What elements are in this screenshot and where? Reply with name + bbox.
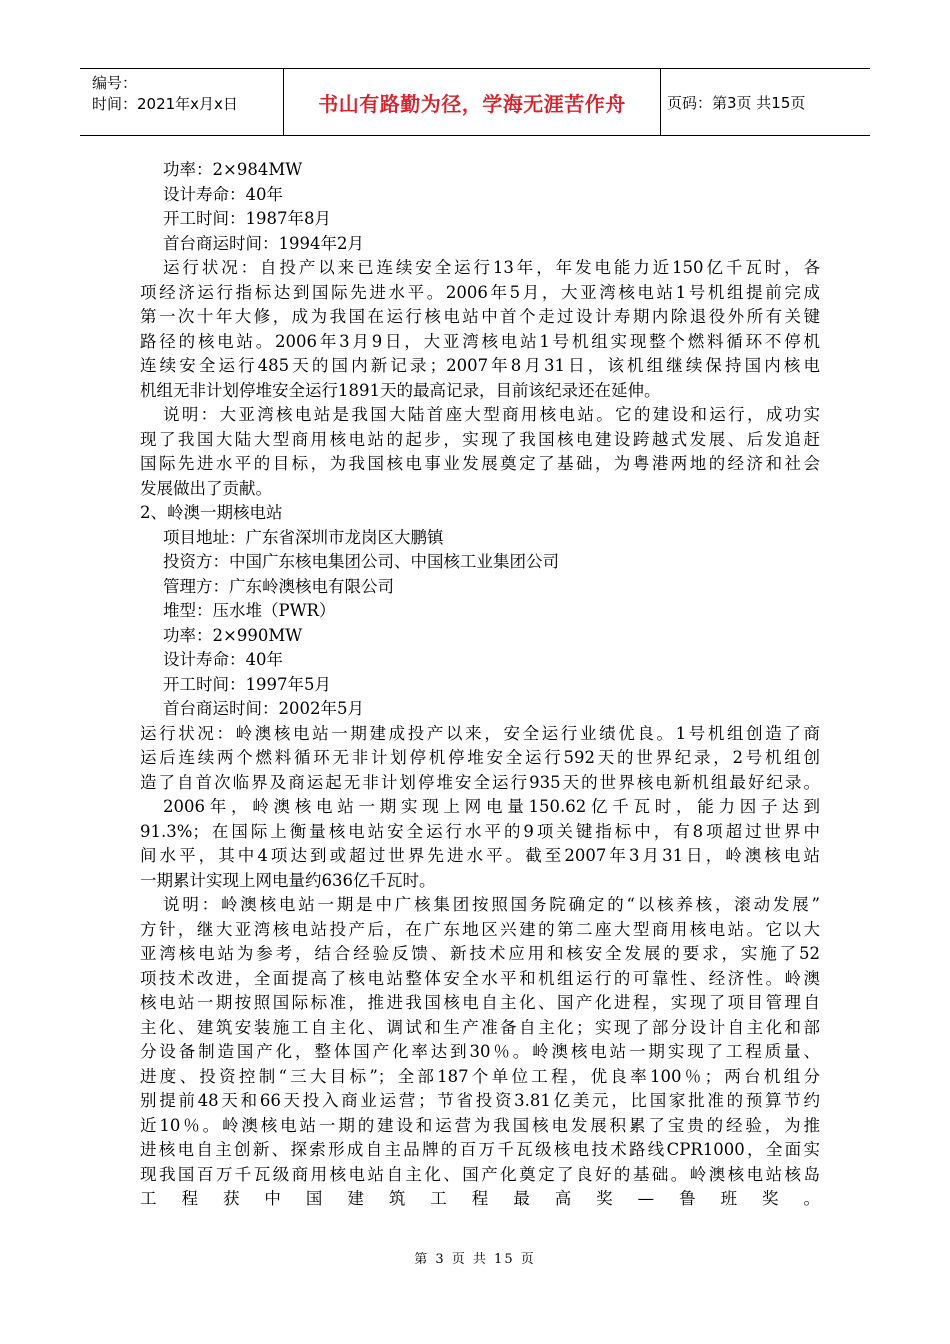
text-line: 路径的核电站。2006年3月9日，大亚湾核电站1号机组实现整个燃料循环不停机 — [140, 331, 820, 351]
text-line: 首台商运时间：2002年5月 — [163, 699, 364, 718]
text-line: 运行状况：自投产以来已连续安全运行13年，年发电能力近150亿千瓦时，各 — [163, 258, 820, 277]
text-line: 运后连续两个燃料循环无非计划停机停堆安全运行592天的世界纪录，2号机组创 — [140, 748, 820, 767]
text-line: 项目地址：广东省深圳市龙岗区大鹏镇 — [163, 527, 444, 547]
text-line: 投资方：中国广东核电集团公司、中国核工业集团公司 — [163, 552, 559, 571]
text-line: 发展做出了贡献。 — [140, 478, 272, 498]
text-line: 功率：2×984MW — [163, 160, 303, 179]
text-line: 说明：大亚湾核电站是我国大陆首座大型商用核电站。它的建设和运行，成功实 — [163, 405, 820, 424]
text-line: 一期累计实现上网电量约636亿千瓦时。 — [140, 870, 436, 890]
text-line: 开工时间：1997年5月 — [163, 674, 331, 694]
text-line: 说明：岭澳核电站一期是中广核集团按照国务院确定的“以核养核，滚动发展” — [163, 895, 820, 914]
text-line: 现我国百万千瓦级商用核电站自主化、国产化奠定了良好的基础。岭澳核电站核岛 — [140, 1164, 820, 1184]
text-line: 连续安全运行485天的国内新记录；2007年8月31日，该机组继续保持国内核电 — [140, 356, 820, 375]
text-line: 2006年，岭澳核电站一期实现上网电量150.62亿千瓦时，能力因子达到 — [163, 797, 820, 816]
text-line: 开工时间：1987年8月 — [163, 209, 331, 228]
text-line: 进核电自主创新、探索形成自主品牌的百万千瓦级核电技术路线CPR1000，全面实 — [140, 1140, 820, 1159]
text-line: 主化、建筑安装施工自主化、调试和生产准备自主化；实现了部分设计自主化和部 — [140, 1017, 820, 1037]
text-line: 亚湾核电站为参考，结合经验反馈、新技术应用和核安全发展的要求，实施了52 — [140, 944, 820, 963]
text-line: 机组无非计划停堆安全运行1891天的最高记录，目前该纪录还在延伸。 — [140, 380, 661, 400]
text-line: 进度、投资控制“三大目标”；全部187个单位工程，优良率100％；两台机组分 — [140, 1066, 820, 1086]
text-line: 管理方：广东岭澳核电有限公司 — [163, 576, 394, 596]
text-line: 项经济运行指标达到国际先进水平。2006年5月，大亚湾核电站1号机组提前完成 — [140, 282, 820, 302]
text-line: 首台商运时间：1994年2月 — [163, 233, 364, 253]
text-line: 方针，继大亚湾核电站投产后，在广东地区兴建的第二座大型商用核电站。它以大 — [140, 919, 820, 939]
text-line: 91.3%；在国际上衡量核电站安全运行水平的9项关键指标中，有8项超过世界中 — [140, 821, 820, 841]
text-line — [140, 1212, 820, 1237]
text-line: 国际先进水平的目标，为我国核电事业发展奠定了基础，为粤港两地的经济和社会 — [140, 454, 820, 473]
section-heading: 2、岭澳一期核电站 — [140, 503, 283, 522]
text-line: 设计寿命：40年 — [163, 650, 283, 669]
text-line: 别提前48天和66天投入商业运营；节省投资3.81亿美元，比国家批准的预算节约 — [140, 1091, 820, 1110]
text-line: 间水平，其中4项达到或超过世界先进水平。截至2007年3月31日，岭澳核电站 — [140, 846, 820, 865]
text-line: 功率：2×990MW — [163, 625, 303, 645]
text-line: 现了我国大陆大型商用核电站的起步，实现了我国核电建设跨越式发展、后发追赶 — [140, 429, 820, 449]
document-time: 时间：2021年x月x日 — [92, 95, 238, 113]
document-number: 编号： — [92, 74, 138, 92]
header-page-number: 页码：第3页 共15页 — [667, 93, 806, 112]
page-header — [80, 68, 870, 136]
document-body — [140, 158, 820, 1236]
page-footer: 第 3 页 共 15 页 — [414, 1252, 536, 1267]
text-line: 设计寿命：40年 — [163, 184, 283, 204]
text-line: 项技术改进，全面提高了核电站整体安全水平和机组运行的可靠性、经济性。岭澳 — [140, 968, 820, 988]
text-line: 运行状况：岭澳核电站一期建成投产以来，安全运行业绩优良。1号机组创造了商 — [140, 723, 820, 743]
header-meta — [92, 73, 238, 115]
text-line: 工程获中国建筑工程最高奖—鲁班奖。 — [140, 1189, 820, 1208]
header-motto: 书山有路勤为径，学海无涯苦作舟 — [283, 69, 661, 135]
text-line: 第一次十年大修，成为我国在运行核电站中首个走过设计寿期内除退役外所有关键 — [140, 307, 820, 326]
text-line: 核电站一期按照国际标准，推进我国核电自主化、国产化进程，实现了项目管理自 — [140, 993, 820, 1012]
text-line: 堆型：压水堆（PWR） — [163, 601, 336, 620]
text-line: 造了自首次临界及商运起无非计划停堆安全运行935天的世界核电新机组最好纪录。 — [140, 772, 820, 792]
text-line: 近10％。岭澳核电站一期的建设和运营为我国核电发展积累了宝贵的经验，为推 — [140, 1115, 820, 1135]
text-line: 分设备制造国产化，整体国产化率达到30％。岭澳核电站一期实现了工程质量、 — [140, 1042, 820, 1061]
